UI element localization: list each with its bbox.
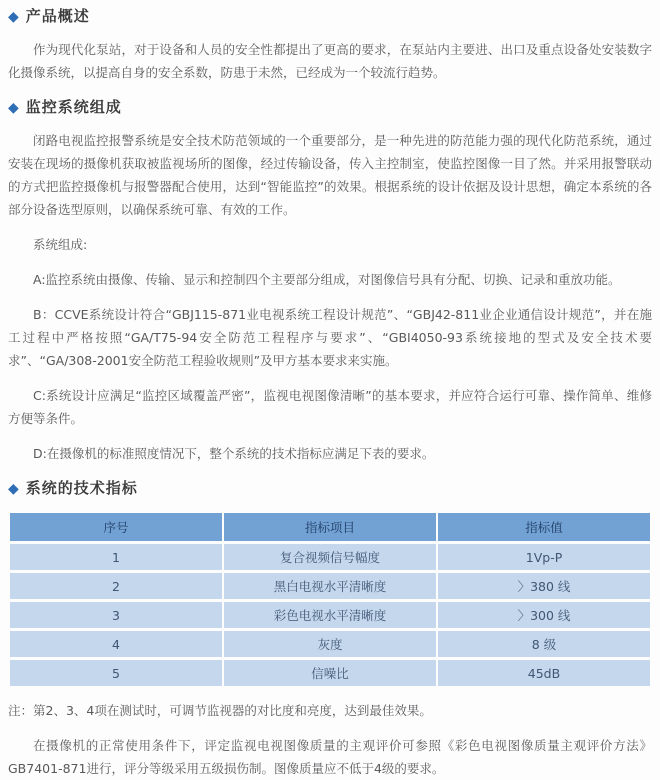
cell-item: 复合视频信号幅度	[224, 544, 436, 570]
table-header-row	[10, 513, 650, 541]
col-header-value: 指标值	[438, 513, 650, 541]
paragraph-item-a: A:监控系统由摄像、传输、显示和控制四个主要部分组成，对图像信号具有分配、切换、记录和重放功能。	[33, 272, 621, 287]
cell-item: 灰度	[224, 631, 436, 657]
diamond-bullet-icon: ◆	[8, 99, 19, 116]
cell-item: 黑白电视水平清晰度	[224, 573, 436, 599]
col-header-index: 序号	[10, 513, 222, 541]
paragraph-item-c: C:系统设计应满足“监控区域覆盖严密”，监视电视图像清晰”的基本要求，并应符合运行可靠、操作简单、维修方便等条件。	[8, 388, 652, 426]
cell-index: 1	[10, 544, 222, 570]
paragraph-system-label: 系统组成:	[33, 237, 88, 252]
section-title-specs: 系统的技术指标	[25, 479, 138, 497]
diamond-bullet-icon: ◆	[8, 480, 19, 497]
table-row	[10, 660, 650, 686]
section-heading-composition	[8, 96, 652, 117]
cell-value: 8 级	[438, 631, 650, 657]
section-heading-specs	[8, 477, 652, 498]
paragraph-composition: 闭路电视监控报警系统是安全技术防范领域的一个重要部分，是一种先进的防范能力强的现代化防范系统，通过安装在现场的摄像机获取被监视场所的图像，经过传输设备，传入主控制室，使监控图像一目了然。并采用报警联动的方式把监控摄像机与报警器配合使用，达到“智能监控”的效果。根据系统的设计依据及设计思想，确定本系统的各部分设备选型原则，以确保系统可靠、有效的工作。	[8, 133, 652, 217]
cell-index: 2	[10, 573, 222, 599]
paragraph-closing: 在摄像机的正常使用条件下，评定监视电视图像质量的主观评价可参照《彩色电视图像质量主观评价方法》GB7401-871进行，评分等级采用五级损伤制。图像质量应不低于4级的要求。	[8, 738, 652, 776]
cell-value: 〉380 线	[438, 573, 650, 599]
cell-value: 45dB	[438, 660, 650, 686]
cell-index: 5	[10, 660, 222, 686]
cell-item: 信噪比	[224, 660, 436, 686]
cell-value: 〉300 线	[438, 602, 650, 628]
spec-table	[8, 510, 652, 689]
table-row	[10, 602, 650, 628]
col-header-item: 指标项目	[224, 513, 436, 541]
table-row	[10, 544, 650, 570]
table-row	[10, 573, 650, 599]
cell-value: 1Vp-P	[438, 544, 650, 570]
paragraph-item-d: D:在摄像机的标准照度情况下，整个系统的技术指标应满足下表的要求。	[33, 446, 435, 461]
cell-index: 3	[10, 602, 222, 628]
section-heading-overview	[8, 5, 652, 26]
paragraph-overview: 作为现代化泵站，对于设备和人员的安全性都提出了更高的要求，在泵站内主要进、出口及重点设备处安装数字化摄像系统，以提高自身的安全系数，防患于未然，已经成为一个较流行趋势。	[8, 42, 652, 80]
table-row	[10, 631, 650, 657]
section-title-composition: 监控系统组成	[25, 98, 122, 116]
section-title-overview: 产品概述	[25, 7, 90, 25]
diamond-bullet-icon: ◆	[8, 8, 19, 25]
table-note: 注：第2、3、4项在测试时，可调节监视器的对比度和亮度，达到最佳效果。	[8, 703, 432, 718]
paragraph-item-b: B：CCVE系统设计符合“GBJ115-871业电视系统工程设计规范”、“GBJ42-811业企业通信设计规范”，并在施工过程中严格按照“GA/T75-94安全防范工程程序与要求”、“GBI4050-93系统接地的型式及安全技术要求”、“GA/308-2001安全防范工程验收规则”及甲方基本要求来实施。	[8, 307, 652, 368]
cell-index: 4	[10, 631, 222, 657]
cell-item: 彩色电视水平清晰度	[224, 602, 436, 628]
